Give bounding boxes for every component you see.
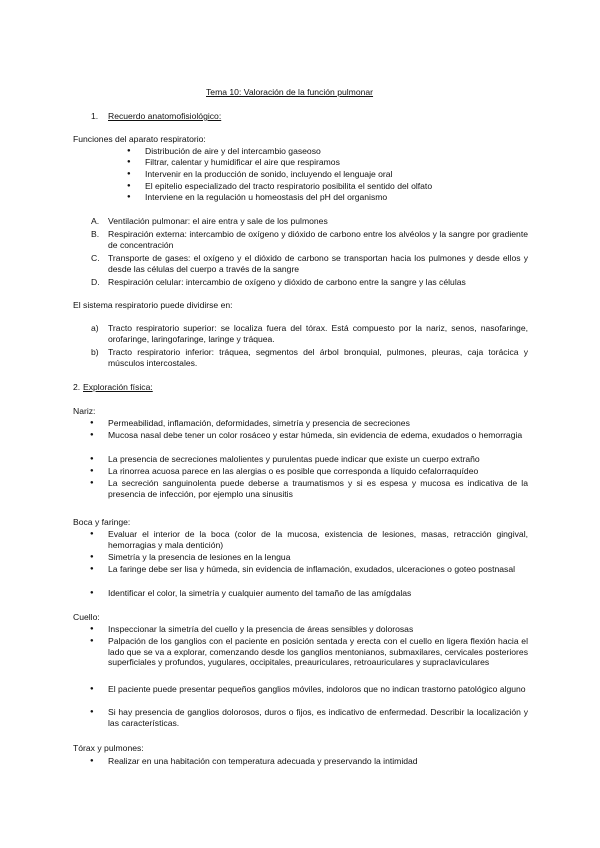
cuello-heading: Cuello: bbox=[73, 612, 100, 622]
process-item: Respiración celular: intercambio de oxígeno y dióxido de carbono entre la sangre y las células bbox=[108, 277, 466, 287]
tract-label: a) bbox=[91, 323, 99, 333]
section-1-number: 1. bbox=[91, 111, 99, 121]
function-item: Intervenir en la producción de sonido, incluyendo el lenguaje oral bbox=[145, 169, 393, 179]
bullet-icon: ● bbox=[90, 480, 94, 486]
bullet-icon: ● bbox=[127, 183, 131, 189]
section-1-heading: Recuerdo anatomofisiológico: bbox=[108, 111, 222, 121]
nariz-item: La presencia de secreciones malolientes y purulentas puede indicar que existe un cuerpo extraño bbox=[108, 454, 480, 464]
nariz-item: La secreción sanguinolenta puede deberse a traumatismos y si es espesa y mucosa es indicativa de la presencia de infección, por ejemplo una sinusitis bbox=[108, 478, 528, 499]
nariz-item: Mucosa nasal debe tener un color rosáceo y estar húmeda, sin evidencia de edema, exudados o hemorragia bbox=[108, 430, 523, 440]
section-2-number: 2. bbox=[73, 382, 81, 392]
boca-heading: Boca y faringe: bbox=[73, 517, 131, 527]
tract-item: Tracto respiratorio superior: se localiza fuera del tórax. Está compuesto por la nariz, senos, nasofaringe, orofaringe, laringofaringe, laringe y tráquea. bbox=[108, 323, 528, 344]
tract-item: Tracto respiratorio inferior: tráquea, segmentos del árbol bronquial, pulmones, pleuras, caja torácica y músculos intercostales. bbox=[108, 347, 528, 368]
cuello-item: Palpación de los ganglios con el paciente en posición sentada y erecta con el cuello en ligera flexión hacia el lado que se va a explorar, comenzando desde los ganglios mentonianos, submaxilares, cervicales posteriores superficiales y profundos, yugulares, occipitales, preauriculares, retroauriculares y supraclaviculares bbox=[108, 636, 528, 668]
process-label: A. bbox=[91, 216, 100, 226]
bullet-icon: ● bbox=[127, 171, 131, 177]
nariz-item: La rinorrea acuosa parece en las alergias o es posible que corresponda a líquido cefalorraquídeo bbox=[108, 466, 479, 476]
boca-item: Identificar el color, la simetría y cualquier aumento del tamaño de las amígdalas bbox=[108, 588, 412, 598]
function-item: El epitelio especializado del tracto respiratorio posibilita el sentido del olfato bbox=[145, 181, 433, 191]
bullet-icon: ● bbox=[90, 758, 94, 764]
bullet-icon: ● bbox=[90, 638, 94, 644]
function-item: Distribución de aire y del intercambio gaseoso bbox=[145, 146, 321, 156]
torax-item: Realizar en una habitación con temperatura adecuada y preservando la intimidad bbox=[108, 756, 418, 766]
bullet-icon: ● bbox=[90, 456, 94, 462]
function-item: Filtrar, calentar y humidificar el aire que respiramos bbox=[145, 157, 340, 167]
bullet-icon: ● bbox=[90, 432, 94, 438]
page-title: Tema 10: Valoración de la función pulmonar bbox=[206, 87, 374, 97]
bullet-icon: ● bbox=[90, 468, 94, 474]
nariz-item: Permeabilidad, inflamación, deformidades, simetría y presencia de secreciones bbox=[108, 418, 410, 428]
functions-heading: Funciones del aparato respiratorio: bbox=[73, 134, 206, 144]
process-label: B. bbox=[91, 229, 100, 239]
bullet-icon: ● bbox=[90, 686, 94, 692]
division-intro: El sistema respiratorio puede dividirse en: bbox=[73, 300, 233, 310]
boca-item: Simetría y la presencia de lesiones en la lengua bbox=[108, 552, 291, 562]
bullet-icon: ● bbox=[90, 590, 94, 596]
process-label: D. bbox=[91, 277, 100, 287]
process-label: C. bbox=[91, 253, 100, 263]
bullet-icon: ● bbox=[127, 159, 131, 165]
function-item: Interviene en la regulación u homeostasis del pH del organismo bbox=[145, 192, 388, 202]
bullet-icon: ● bbox=[90, 420, 94, 426]
bullet-icon: ● bbox=[90, 554, 94, 560]
bullet-icon: ● bbox=[90, 566, 94, 572]
cuello-item: Si hay presencia de ganglios dolorosos, duros o fijos, es indicativo de enfermedad. Describir la localización y las características. bbox=[108, 707, 528, 728]
process-item: Ventilación pulmonar: el aire entra y sale de los pulmones bbox=[108, 216, 328, 226]
boca-item: La faringe debe ser lisa y húmeda, sin evidencia de inflamación, exudados, ulceraciones o goteo postnasal bbox=[108, 564, 516, 574]
tract-label: b) bbox=[91, 347, 99, 357]
process-item: Transporte de gases: el oxígeno y el dióxido de carbono se transportan hacia los pulmones y desde ellos y desde las células del cuerpo a través de la sangre bbox=[108, 253, 528, 274]
bullet-icon: ● bbox=[127, 148, 131, 154]
cuello-item: Inspeccionar la simetría del cuello y la presencia de áreas sensibles y dolorosas bbox=[108, 624, 414, 634]
bullet-icon: ● bbox=[90, 626, 94, 632]
section-2-heading: Exploración física: bbox=[83, 382, 153, 392]
process-item: Respiración externa: intercambio de oxígeno y dióxido de carbono entre los alvéolos y la sangre por gradiente de concentración bbox=[108, 229, 528, 250]
bullet-icon: ● bbox=[127, 194, 131, 200]
bullet-icon: ● bbox=[90, 709, 94, 715]
bullet-icon: ● bbox=[90, 531, 94, 537]
cuello-item: El paciente puede presentar pequeños ganglios móviles, indoloros que no indican trastorno patológico alguno bbox=[108, 684, 526, 694]
nariz-heading: Nariz: bbox=[73, 406, 96, 416]
torax-heading: Tórax y pulmones: bbox=[73, 743, 144, 753]
boca-item: Evaluar el interior de la boca (color de la mucosa, existencia de lesiones, masas, retracción gingival, hemorragias y mala dentición) bbox=[108, 529, 528, 550]
